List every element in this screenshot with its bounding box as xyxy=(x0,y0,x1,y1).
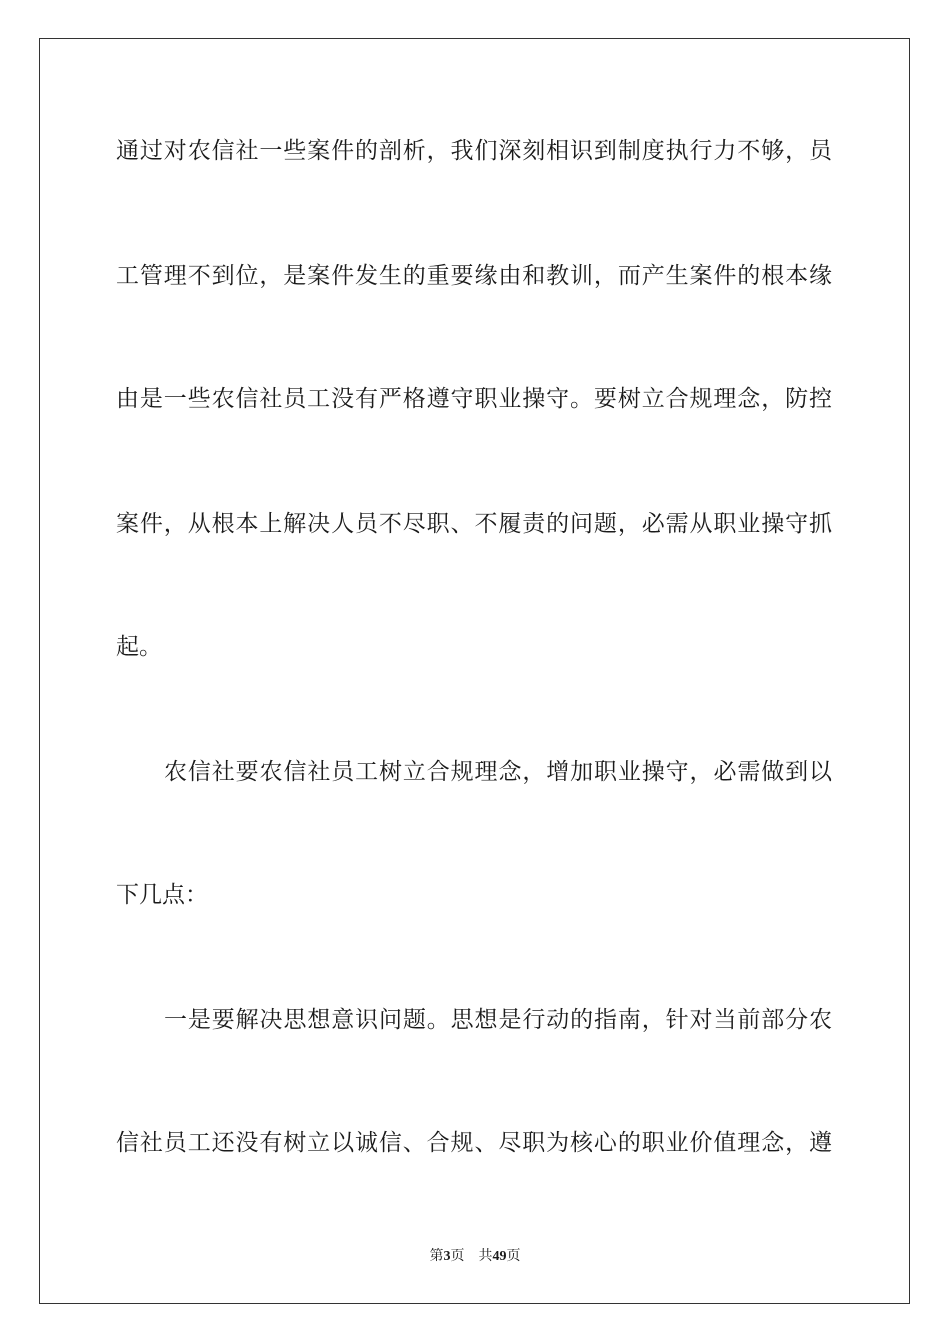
page-prefix: 第 xyxy=(429,1248,444,1264)
page-border xyxy=(39,38,910,1304)
body-text-line: 由是一些农信社员工没有严格遵守职业操守。要树立合规理念，防控 xyxy=(116,386,832,412)
body-text-line: 起。 xyxy=(116,634,162,660)
total-prefix: 共 xyxy=(478,1248,493,1264)
page-number: 3 xyxy=(443,1249,451,1264)
body-text-line: 信社员工还没有树立以诚信、合规、尽职为核心的职业价值理念，遵 xyxy=(116,1130,832,1156)
body-text-line: 案件，从根本上解决人员不尽职、不履责的问题，必需从职业操守抓 xyxy=(116,511,832,537)
page-footer xyxy=(0,1246,950,1267)
total-suffix: 页 xyxy=(506,1248,521,1264)
paragraph-first-line: 一是要解决思想意识问题。思想是行动的指南，针对当前部分农 xyxy=(164,1007,832,1033)
total-pages: 49 xyxy=(492,1249,507,1264)
page-suffix: 页 xyxy=(450,1248,465,1264)
paragraph-first-line: 农信社要农信社员工树立合规理念，增加职业操守，必需做到以 xyxy=(164,759,832,785)
body-text-line: 工管理不到位，是案件发生的重要缘由和教训，而产生案件的根本缘 xyxy=(116,263,832,289)
body-text-line: 下几点： xyxy=(116,882,208,908)
body-text-line: 通过对农信社一些案件的剖析，我们深刻相识到制度执行力不够，员 xyxy=(116,138,832,164)
